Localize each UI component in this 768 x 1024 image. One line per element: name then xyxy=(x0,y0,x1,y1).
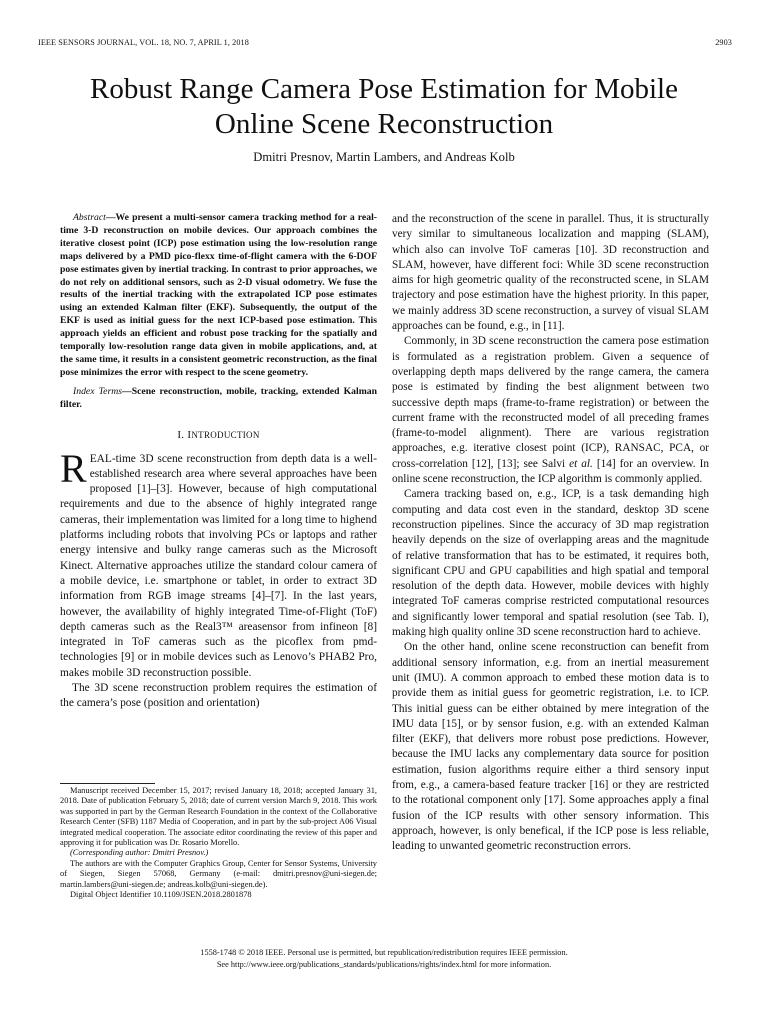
intro-paragraph-1-text: EAL-time 3D scene reconstruction from depth data is a well-established research area where several approaches have been proposed [1]–[3]. However, because of high computational requirements and due to the absence of highly integrated range cameras, their implementation was limited for a long time to highend platforms including robots that involving PCs or laptops and rather energy intensive and bulky range cameras such as the Microsoft Kinect. Alternative approaches utilize the standard colour camera of a mobile device, i.e. smartphone or tablet, in order to extract 3D information from RGB image streams [4]–[7]. In the last years, however, the availability of highly integrated Time-of-Flight (ToF) depth cameras such as the Real3™ areasensor from infineon [8] integrated in ToF cameras such as the picoflex from pmd-technologies [9] or in mobile devices such as Lenovo’s PHAB2 Pro, makes mobile 3D reconstruction possible. xyxy=(60,452,377,679)
right-paragraph-1: and the reconstruction of the scene in parallel. Thus, it is structurally very similar to simultaneous localization and mapping (SLAM), which also can involve ToF cameras [10]. 3D reconstruction and SLAM, however, have different foci: While 3D scene reconstruction aims for high geometric quality of the reconstructed scene, in SLAM trajectory and pose estimation have the highest priority. In this paper, we mainly address 3D scene reconstruction, a survey of visual SLAM approaches can be found, e.g., in [11]. xyxy=(392,213,709,333)
left-column xyxy=(60,212,377,712)
section-heading-introduction xyxy=(60,429,377,441)
abstract xyxy=(60,212,377,380)
footnote-affiliation: The authors are with the Computer Graphics Group, Center for Sensor Systems, University of Siegen, Siegen 57068, Germany (e-mail: dmitri.presnov@uni-siegen.de; martin.lambers@uni-siegen.de; andreas.kolb@uni-siegen.de). xyxy=(60,858,377,889)
index-terms-label: Index Terms xyxy=(73,385,123,397)
title-line-1: Robust Range Camera Pose Estimation for Mobile xyxy=(90,73,678,105)
paper-title xyxy=(20,72,748,142)
journal-citation: IEEE SENSORS JOURNAL, VOL. 18, NO. 7, APRIL 1, 2018 xyxy=(38,38,249,47)
right-paragraph-4: On the other hand, online scene reconstruction can benefit from additional sensory information, e.g. from an inertial measurement unit (IMU). A common approach to embed these motion data is to provide them as initial guess for geometric registration, i.e. to ICP. This initial guess can be either obtained by mere integration of the IMU data [15], or by sensor fusion, e.g. with an extended Kalman filter (EKF), that delivers more robust pose predictions. However, because the IMU lacks any complementary data source for position estimation, fusion algorithms require either a third sensory input from, e.g., a camera-based feature tracker [16] or they are restricted to the rotational component only [17]. Some approaches apply a final fusion of the ICP results with other sensory information. This approach, however, is only benefical, if the ICP pose is less reliable, leading to unwanted geometric reconstruction errors. xyxy=(392,641,709,853)
section-title: NTRODUCTION xyxy=(191,429,260,440)
drop-cap: R xyxy=(60,445,87,491)
copyright-line-2: See http://www.ieee.org/publications_standards/publications/rights/index.html for more information. xyxy=(216,960,552,969)
index-terms-dash: — xyxy=(122,385,132,397)
intro-paragraph-2: The 3D scene reconstruction problem requires the estimation of the camera’s pose (position and orientation) xyxy=(60,682,377,710)
footnote-divider xyxy=(60,783,155,784)
abstract-dash: — xyxy=(105,212,116,223)
footnote-doi: Digital Object Identifier 10.1109/JSEN.2018.2801878 xyxy=(70,890,252,900)
copyright-line-1: 1558-1748 © 2018 IEEE. Personal use is permitted, but republication/redistribution requires IEEE permission. xyxy=(200,948,568,957)
author-list: Dmitri Presnov, Martin Lambers, and Andreas Kolb xyxy=(253,150,515,164)
right-paragraph-2 xyxy=(392,334,709,487)
footnotes xyxy=(60,786,377,900)
right-paragraph-3: Camera tracking based on, e.g., ICP, is a task demanding high computing and data cost even in the standard, desktop 3D scene reconstruction pipelines. Since the accuracy of 3D map registration heavily depends on the size of overlapping areas and the magnitude of relative transformation that has to be estimated, it requires both, significant CPU and GPU capabilities and high spatial and temporal resolution of the depth data. However, mobile devices with highly integrated ToF cameras comprise restricted computational resources and significantly lower temporal and spatial resolution (see Tab. I), making high quality online 3D scene reconstruction hard to achieve. xyxy=(392,488,709,639)
abstract-text: We present a multi-sensor camera tracking method for a real-time 3-D reconstruction on mobile devices. Our approach combines the iterative closest point (ICP) pose estimation using the low-resolution range maps delivered by a PMD pico-flexx time-of-flight camera with the 6-DOF pose estimates given by inertial tracking. In contrast to prior approaches, we do not rely on additional sensors, such as 2-D visual odometry. We fuse the results of the inertial tracking with the extrapolated ICP pose estimates using an extended Kalman filter (EKF). Subsequently, the output of the EKF is used as initial guess for the next ICP-based pose estimation. This approach yields an efficient and robust pose tracking for the spatially and temporally low-resolution range data given in mobile applications, and, at the same time, it results in a consistent geometric reconstruction, as the final pose minimizes the error with respect to the scene geometry. xyxy=(60,212,377,378)
section-numeral: I. I xyxy=(177,428,192,441)
abstract-label: Abstract xyxy=(73,212,106,223)
running-head xyxy=(38,38,732,52)
copyright-notice xyxy=(0,947,768,971)
right-paragraph-2-text-b: [14] for an overview. In online scene reconstruction, the ICP algorithm is commonly applied. xyxy=(392,457,710,486)
intro-paragraph-1 xyxy=(60,445,377,681)
footnote-corresponding-author: (Corresponding author: Dmitri Presnov.) xyxy=(70,848,209,858)
index-terms xyxy=(60,386,377,412)
et-al: et al. xyxy=(569,457,593,470)
page-number: 2903 xyxy=(715,38,732,47)
footnote-received: Manuscript received December 15, 2017; revised January 18, 2018; accepted January 31, 2018. Date of publication February 5, 2018; date of current version March 9, 2018. This work was supported in part by the German Research Foundation in the context of the Collaborative Research Center (SFB) 1187 Media of Cooperation, and in part by the sub-project A06 Visual integrated medical cooperation. The associate editor coordinating the review of this paper and approving it for publication was Dr. Rosario Morello. xyxy=(60,786,377,848)
title-line-2: Online Scene Reconstruction xyxy=(214,108,554,140)
right-paragraph-2-text-a: Commonly, in 3D scene reconstruction the camera pose estimation is formulated as a registration problem. Given a sequence of overlapping depth maps delivered by the range camera, the camera pose is estimated by finding the best alignment between two successive depth maps (frame-to-frame registration) or between the current frame with the reconstructed model of all preceding frames (frame-to-model alignment). There are various registration approaches, e.g. iterative closest point (ICP), RANSAC, PCA, or cross-correlation [12], [13]; see Salvi xyxy=(392,335,709,470)
index-terms-text: Scene reconstruction, mobile, tracking, extended Kalman filter. xyxy=(60,385,377,410)
right-column xyxy=(392,212,709,854)
